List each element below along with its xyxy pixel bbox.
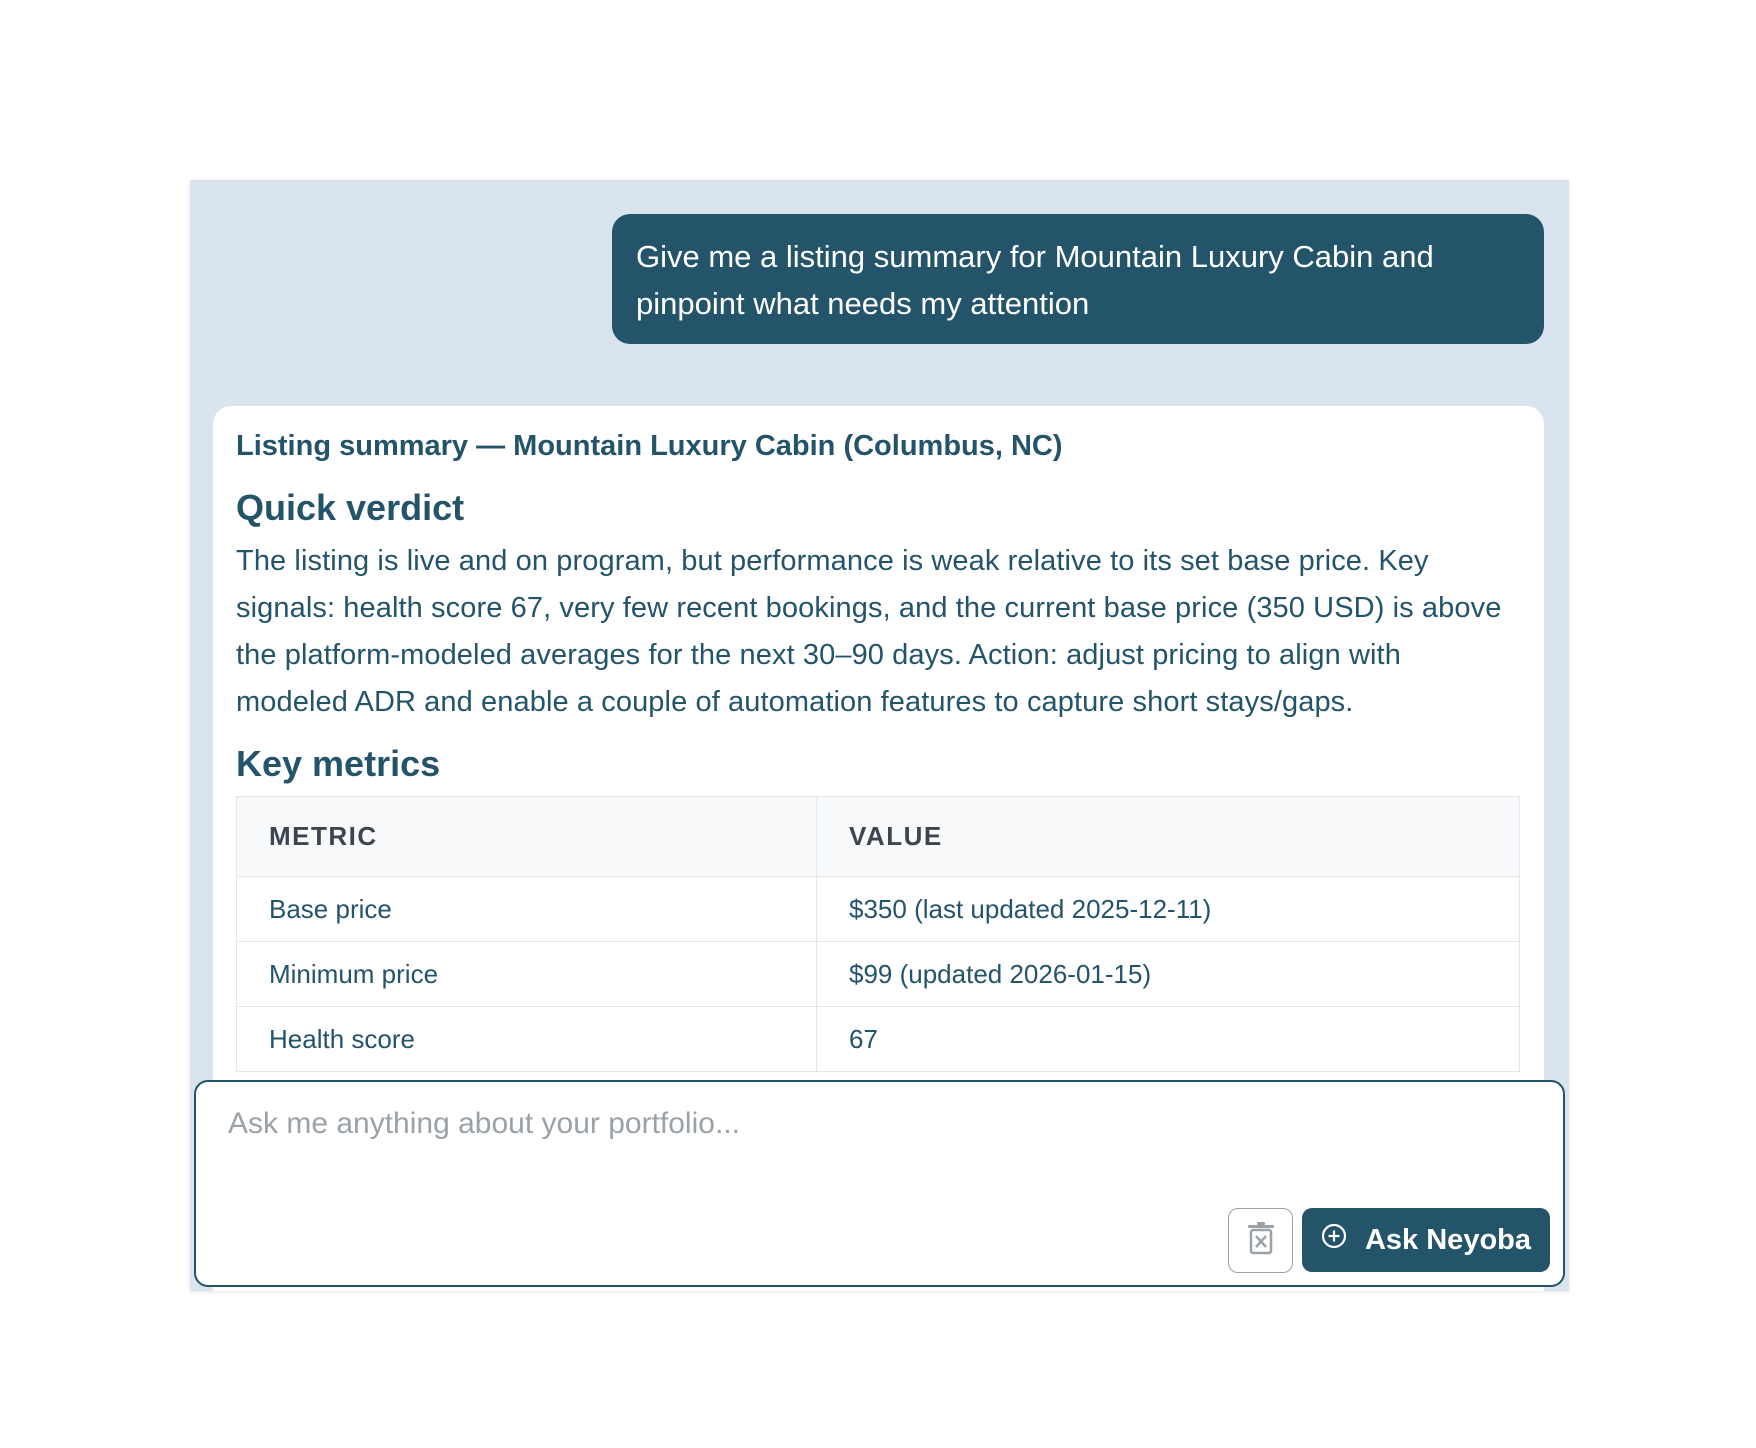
table-row bbox=[237, 942, 1520, 1007]
table-cell-value: $350 (last updated 2025-12-11) bbox=[817, 877, 1520, 942]
chat-input-placeholder[interactable]: Ask me anything about your portfolio... bbox=[228, 1107, 740, 1140]
column-header-value: VALUE bbox=[817, 797, 1520, 877]
table-cell-value: 67 bbox=[817, 1007, 1520, 1072]
clear-chat-button[interactable] bbox=[1228, 1208, 1293, 1273]
table-row bbox=[237, 1007, 1520, 1072]
metrics-table bbox=[236, 796, 1520, 1072]
chat-window bbox=[190, 180, 1569, 1291]
user-message-text: Give me a listing summary for Mountain Luxury Cabin and pinpoint what needs my attention bbox=[636, 239, 1434, 321]
verdict-heading: Quick verdict bbox=[236, 487, 465, 528]
table-cell-metric: Minimum price bbox=[237, 942, 817, 1007]
table-cell-value: $99 (updated 2026-01-15) bbox=[817, 942, 1520, 1007]
trash-x-icon bbox=[1246, 1221, 1276, 1260]
plus-circle-icon bbox=[1321, 1223, 1347, 1257]
ask-button-label: Ask Neyoba bbox=[1364, 1223, 1531, 1256]
table-header-row bbox=[237, 797, 1520, 877]
chat-input-box[interactable] bbox=[194, 1080, 1565, 1287]
table-cell-metric: Health score bbox=[237, 1007, 817, 1072]
metrics-heading: Key metrics bbox=[236, 743, 441, 784]
table-row bbox=[237, 877, 1520, 942]
reply-title: Listing summary — Mountain Luxury Cabin (Columbus, NC) bbox=[236, 430, 1063, 462]
ask-neyoba-button[interactable] bbox=[1302, 1208, 1550, 1272]
table-cell-metric: Base price bbox=[237, 877, 817, 942]
user-message-bubble bbox=[612, 214, 1544, 344]
column-header-metric: METRIC bbox=[237, 797, 817, 877]
verdict-text: The listing is live and on program, but performance is weak relative to its set base price. Key signals: health score 67, very few recent bookings, and the current base price (350 USD) is above the platform-modeled averages for the next 30–90 days. Action: adjust pricing to align with modeled ADR and enable a couple of automation features to capture short stays/gaps. bbox=[236, 545, 1502, 718]
